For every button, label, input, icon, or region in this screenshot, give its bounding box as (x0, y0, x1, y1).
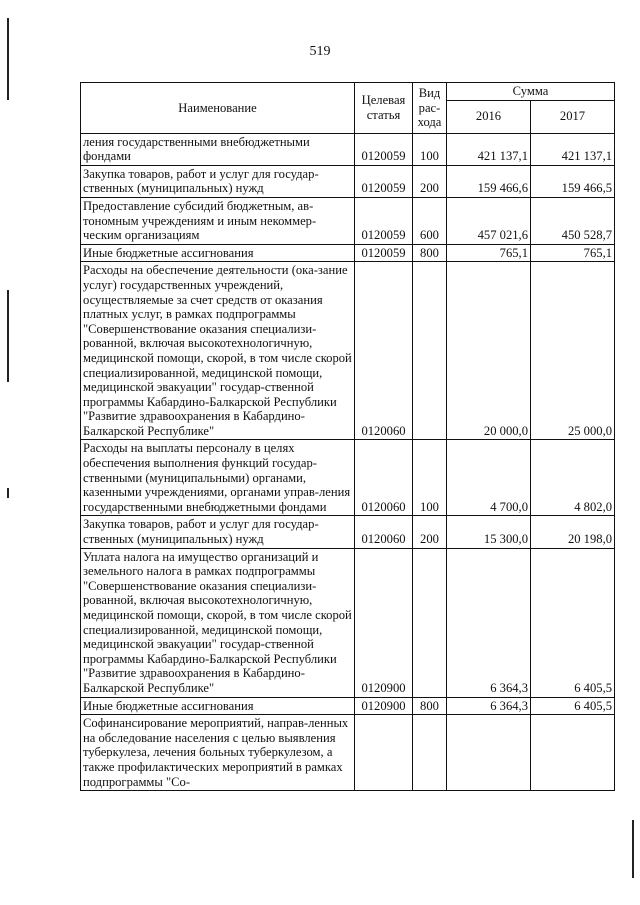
budget-table (80, 82, 615, 791)
header-year-2016: 2016 (447, 100, 531, 133)
header-sum: Сумма (447, 83, 615, 101)
row-name: Закупка товаров, работ и услуг для государ-ственных (муниципальных) нужд (81, 516, 355, 548)
row-value-2017: 159 466,5 (531, 165, 615, 197)
row-code: 0120059 (355, 165, 413, 197)
row-code: 0120900 (355, 697, 413, 715)
table-row (81, 697, 615, 715)
left-margin-mark-small (7, 488, 9, 498)
page-number: 519 (309, 44, 331, 59)
row-value-2016: 421 137,1 (447, 133, 531, 165)
row-code: 0120059 (355, 133, 413, 165)
table-row (81, 262, 615, 440)
row-name: Закупка товаров, работ и услуг для государ-ственных (муниципальных) нужд (81, 165, 355, 197)
row-value-2016: 765,1 (447, 244, 531, 262)
row-code: 0120060 (355, 262, 413, 440)
row-value-2017: 765,1 (531, 244, 615, 262)
row-type: 800 (413, 244, 447, 262)
row-value-2017: 421 137,1 (531, 133, 615, 165)
row-code: 0120059 (355, 244, 413, 262)
row-type: 100 (413, 440, 447, 516)
left-margin-mark-middle (7, 290, 9, 382)
right-margin-mark-bottom (632, 820, 634, 878)
row-name: Предоставление субсидий бюджетным, ав-тономным учреждениям и иным некоммер-ческим организациям (81, 197, 355, 244)
row-name: Иные бюджетные ассигнования (81, 244, 355, 262)
row-code: 0120060 (355, 440, 413, 516)
table-row (81, 244, 615, 262)
row-type: 200 (413, 165, 447, 197)
table-row (81, 133, 615, 165)
row-code (355, 715, 413, 791)
row-name: Расходы на обеспечение деятельности (ока-зание услуг) государственных учреждений, осуществляемые за счет средств от оказания платных услуг, в рамках подпрограммы "Совершенствование оказания специализи-рованной, включая высокотехнологичную, медицинской помощи, скорой, в том числе скорой специализированной, медицинской помощи, медицинской эвакуации" государ-ственной программы Кабардино-Балкарской Республики "Развитие здравоохранения в Кабардино-Балкарской Республике" (81, 262, 355, 440)
row-name: Иные бюджетные ассигнования (81, 697, 355, 715)
row-type (413, 548, 447, 697)
row-value-2017: 450 528,7 (531, 197, 615, 244)
table-row (81, 715, 615, 791)
row-value-2017 (531, 715, 615, 791)
row-code: 0120059 (355, 197, 413, 244)
table-row (81, 165, 615, 197)
row-type: 100 (413, 133, 447, 165)
row-type (413, 262, 447, 440)
header-row (81, 83, 615, 101)
row-value-2016: 6 364,3 (447, 548, 531, 697)
row-name: ления государственными внебюджетными фондами (81, 133, 355, 165)
table-body (81, 133, 615, 791)
row-code: 0120900 (355, 548, 413, 697)
row-value-2017: 4 802,0 (531, 440, 615, 516)
table-row (81, 197, 615, 244)
row-type: 200 (413, 516, 447, 548)
header-year-2017: 2017 (531, 100, 615, 133)
header-type: Вид рас-хода (413, 83, 447, 134)
row-value-2016: 6 364,3 (447, 697, 531, 715)
row-code: 0120060 (355, 516, 413, 548)
row-value-2017: 25 000,0 (531, 262, 615, 440)
table-row (81, 548, 615, 697)
row-name: Уплата налога на имущество организаций и земельного налога в рамках подпрограммы "Совершенствование оказания специализи-рованной, включая высокотехнологичную, медицинской помощи, скорой, в том числе скорой специализированной, медицинской помощи, медицинской эвакуации" государ-ственной программы Кабардино-Балкарской Республики "Развитие здравоохранения в Кабардино-Балкарской Республике" (81, 548, 355, 697)
row-type (413, 715, 447, 791)
row-value-2016: 4 700,0 (447, 440, 531, 516)
row-type: 800 (413, 697, 447, 715)
row-value-2016: 20 000,0 (447, 262, 531, 440)
row-value-2016: 15 300,0 (447, 516, 531, 548)
row-type: 600 (413, 197, 447, 244)
row-value-2016 (447, 715, 531, 791)
left-margin-mark-top (7, 18, 9, 100)
table-row (81, 516, 615, 548)
row-value-2016: 457 021,6 (447, 197, 531, 244)
row-value-2017: 20 198,0 (531, 516, 615, 548)
row-name: Софинансирование мероприятий, направ-ленных на обследование населения с целью выявления туберкулеза, лечения больных туберкулезом, а также профилактических мероприятий в рамках подпрограммы "Со- (81, 715, 355, 791)
row-value-2017: 6 405,5 (531, 697, 615, 715)
table-row (81, 440, 615, 516)
header-code: Целевая статья (355, 83, 413, 134)
row-value-2016: 159 466,6 (447, 165, 531, 197)
header-name: Наименование (81, 83, 355, 134)
row-value-2017: 6 405,5 (531, 548, 615, 697)
row-name: Расходы на выплаты персоналу в целях обеспечения выполнения функций государ-ственными (муниципальными) органами, казенными учреждениями, органами управ-ления государственными внебюджетными фондами (81, 440, 355, 516)
